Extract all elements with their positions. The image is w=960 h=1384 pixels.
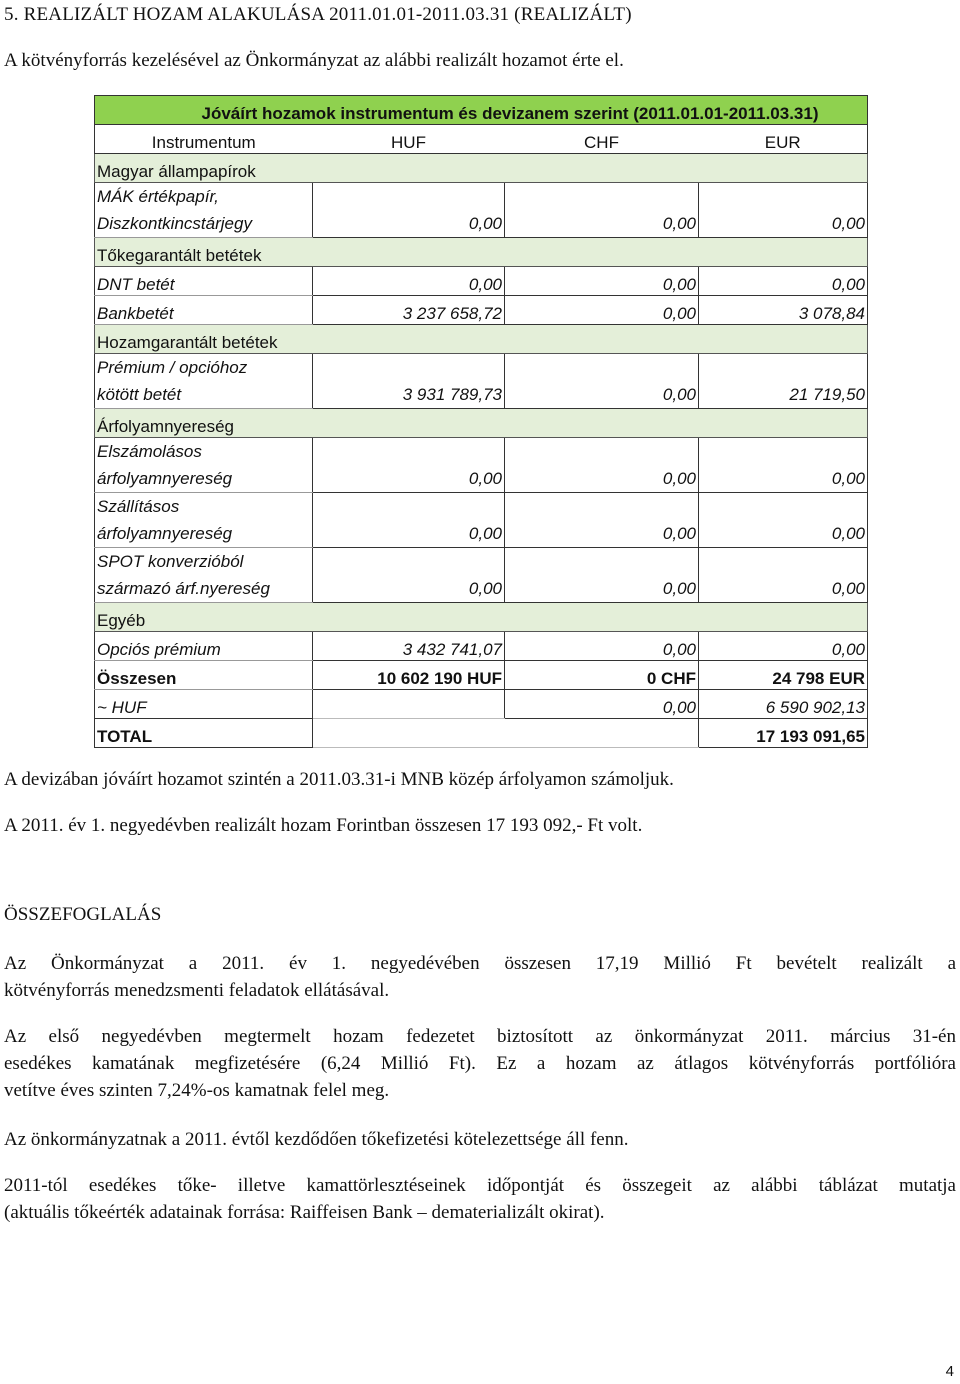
cell-chf: 0,00: [505, 438, 699, 493]
group-label: Egyéb: [95, 603, 313, 632]
section-heading: 5. REALIZÁLT HOZAM ALAKULÁSA 2011.01.01-2011.03.31 (REALIZÁLT): [4, 4, 632, 25]
table-row: [95, 493, 868, 548]
row-label: Összesen: [95, 661, 313, 690]
cell-eur: 0,00: [699, 183, 868, 238]
row-label: Szállításos árfolyamnyereség: [95, 493, 313, 548]
table-title: Jóváírt hozamok instrumentum és devizanem szerint (2011.01.01-2011.03.31): [95, 96, 868, 125]
yield-amount: 17 193 092,- Ft: [486, 815, 604, 836]
cell-chf: 0,00: [505, 267, 699, 296]
row-label: ~ HUF: [95, 690, 313, 719]
cell-huf: 3 432 741,07: [313, 632, 505, 661]
group-label: Hozamgarantált betétek: [95, 325, 313, 354]
total-value: 17 193 091,65: [699, 719, 868, 748]
repayment-schedule-intro: 2011-tól esedékes tőke- illetve kamattörlesztéseinek időpontját és összegeit az alábbi táblázat mutatja (aktuális tőkeérték adatainak forrása: Raiffeisen Bank – dematerializált okirat).: [4, 1175, 956, 1223]
cell-chf: 0,00: [505, 354, 699, 409]
cell-huf: 0,00: [313, 493, 505, 548]
cell-huf: 10 602 190 HUF: [313, 661, 505, 690]
group-row: [95, 154, 868, 183]
cell-eur: 0,00: [699, 632, 868, 661]
table-row: [95, 354, 868, 409]
group-label: Tőkegarantált betétek: [95, 238, 313, 267]
cell-eur: 0,00: [699, 267, 868, 296]
table-header-row: [95, 125, 868, 154]
group-row: [95, 238, 868, 267]
cell-huf: 0,00: [313, 267, 505, 296]
cell-eur: 0,00: [699, 438, 868, 493]
cell-huf: 0,00: [313, 438, 505, 493]
group-row: [95, 325, 868, 354]
row-label: Prémium / opcióhoz kötött betét: [95, 354, 313, 409]
cell-chf: 0,00: [505, 183, 699, 238]
cell-eur: 0,00: [699, 493, 868, 548]
row-label: Elszámolásos árfolyamnyereség: [95, 438, 313, 493]
table-row: [95, 267, 868, 296]
table-row: [95, 438, 868, 493]
quarterly-yield-sentence: A 2011. év 1. negyedévben realizált hozam Forintban összesen 17 193 092,- Ft volt.: [4, 815, 643, 836]
row-label: Bankbetét: [95, 296, 313, 325]
page-number: 4: [945, 1363, 954, 1380]
cell-huf: 3 931 789,73: [313, 354, 505, 409]
row-label: Opciós prémium: [95, 632, 313, 661]
summary-heading: ÖSSZEFOGLALÁS: [4, 904, 162, 925]
total-row: [95, 719, 868, 748]
row-label: TOTAL: [95, 719, 313, 748]
column-header-chf: CHF: [505, 125, 699, 154]
cell-chf: 0,00: [505, 548, 699, 603]
table-title-row: [95, 96, 868, 125]
cell-chf: 0,00: [505, 493, 699, 548]
summary-paragraph: Az Önkormányzat a 2011. év 1. negyedévében összesen 17,19 Millió Ft bevételt realizált a kötvényforrás menedzsmenti feladatok ellátásával.: [4, 953, 956, 1001]
table-row: [95, 632, 868, 661]
row-label: DNT betét: [95, 267, 313, 296]
cell-chf: 0 CHF: [505, 661, 699, 690]
sum-row: [95, 661, 868, 690]
fx-rate-note: A devizában jóváírt hozamot szintén a 2011.03.31-i MNB közép árfolyamon számoljuk.: [4, 769, 674, 790]
cell-eur: 24 798 EUR: [699, 661, 868, 690]
cell-eur: 3 078,84: [699, 296, 868, 325]
table-row: [95, 548, 868, 603]
interest-coverage-paragraph: Az első negyedévben megtermelt hozam fedezetet biztosított az önkormányzat 2011. március 31-én esedékes kamatának megfizetésére (6,24 Millió Ft). Ez a hozam az átlagos kötvényforrás portfólióra vetítve éves szinten 7,24%-os kamatnak felel meg.: [4, 1026, 956, 1101]
table-row: [95, 296, 868, 325]
repayment-obligation-paragraph: Az önkormányzatnak a 2011. évtől kezdődően tőkefizetési kötelezettsége áll fenn.: [4, 1129, 629, 1150]
cell-eur: 6 590 902,13: [699, 690, 868, 719]
cell-chf: 0,00: [505, 632, 699, 661]
group-label: Árfolyamnyereség: [95, 409, 313, 438]
group-row: [95, 603, 868, 632]
cell-chf: 0,00: [505, 690, 699, 719]
cell-huf: 3 237 658,72: [313, 296, 505, 325]
column-header-huf: HUF: [313, 125, 505, 154]
row-label: SPOT konverzióból származó árf.nyereség: [95, 548, 313, 603]
yield-table: [94, 95, 867, 748]
cell-eur: 0,00: [699, 548, 868, 603]
group-row: [95, 409, 868, 438]
group-label: Magyar állampapírok: [95, 154, 313, 183]
column-header-instrument: Instrumentum: [95, 125, 313, 154]
intro-paragraph: A kötvényforrás kezelésével az Önkormányzat az alábbi realizált hozamot érte el.: [4, 50, 624, 71]
cell-chf: 0,00: [505, 296, 699, 325]
cell-huf: 0,00: [313, 548, 505, 603]
column-header-eur: EUR: [699, 125, 868, 154]
cell-eur: 21 719,50: [699, 354, 868, 409]
huf-equivalent-row: [95, 690, 868, 719]
table-row: [95, 183, 868, 238]
row-label: MÁK értékpapír, Diszkontkincstárjegy: [95, 183, 313, 238]
cell-huf: 0,00: [313, 183, 505, 238]
